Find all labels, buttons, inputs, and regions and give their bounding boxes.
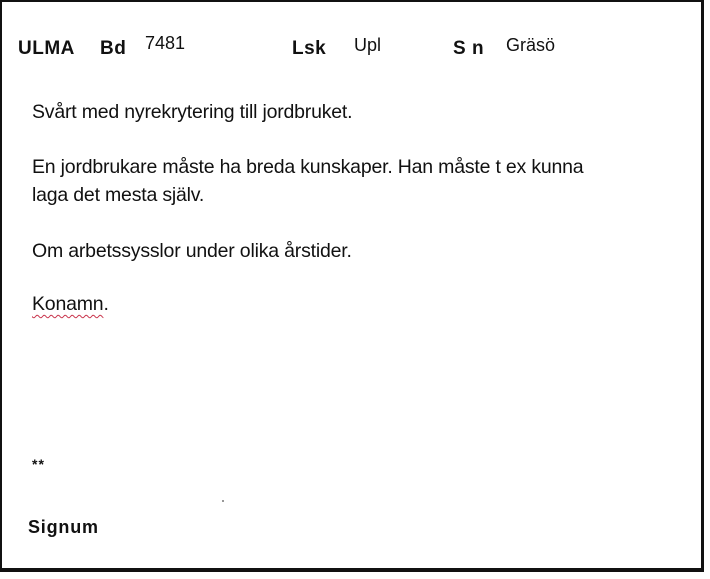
konamn-word: Konamn: [32, 293, 104, 315]
scan-speck: [222, 500, 224, 502]
body-line-3: Om arbetssysslor under olika årstider.: [32, 240, 352, 262]
bd-label: Bd: [100, 38, 127, 59]
lsk-value: Upl: [354, 35, 382, 55]
body-line-1: Svårt med nyrekrytering till jordbruket.: [32, 101, 353, 123]
bd-value: 7481: [145, 33, 186, 53]
konamn-period: .: [103, 293, 109, 315]
body-line-4: [32, 292, 109, 317]
body-line-2a: En jordbrukare måste ha breda kunskaper. Han måste t ex kunna: [32, 156, 584, 178]
lsk-label: Lsk: [292, 38, 327, 59]
sn-value: Gräsö: [506, 35, 556, 55]
stars-marker: **: [32, 456, 45, 472]
body-line-2b: laga det mesta själv.: [32, 184, 205, 206]
signum-label: Signum: [28, 517, 99, 537]
sn-label: S n: [453, 38, 485, 59]
ulma-label: ULMA: [18, 38, 75, 59]
